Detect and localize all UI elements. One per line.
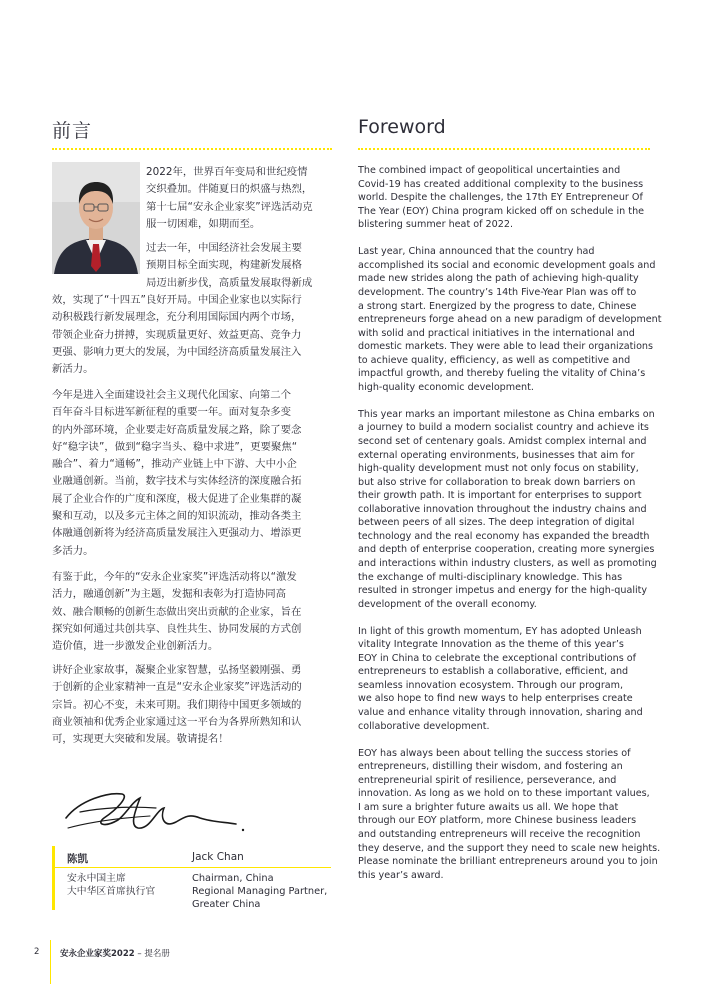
zh-title-divider [52,148,332,150]
zh-line: 可，实现更大突破和发展。敬请提名！ [52,733,229,746]
en-line: technology and the real economy has expanded the breadth [358,530,650,542]
en-paragraph-1 [358,164,664,232]
en-line: This year marks an important milestone as China embarks on [358,408,655,420]
zh-line: 讲好企业家故事，凝聚企业家智慧，弘扬坚毅刚强、勇 [52,664,302,676]
zh-paragraph-4 [52,569,332,655]
zh-line: 效，实现了“十四五”良好开局。中国企业家也以实际行 [52,294,302,306]
zh-line: 商业领袖和优秀企业家通过这一平台为各界所熟知和认 [52,715,302,728]
en-line: the exchange of multi-disciplinary knowledge. This has [358,571,623,583]
en-line: they deserve, and the support they need to scale new heights. [358,842,661,854]
page-number: 2 [34,947,40,957]
signature-accent-bar [52,846,55,910]
zh-paragraph-5 [52,662,332,748]
en-line: Please nominate the brilliant entrepreneurs around you to join [358,856,658,868]
en-line: and depth of enterprise cooperation, creating more synergies [358,544,655,556]
en-line: collaborative innovation throughout the industry chains and [358,503,647,515]
handwritten-signature [60,788,250,844]
en-line: entrepreneurial spirit of resilience, perseverance, and [358,774,617,786]
en-line: EOY in China to celebrate the exceptional contributions of [358,652,637,664]
zh-line: 更强、影响力更大的发展，为中国经济高质量发展注入 [52,345,302,358]
en-line: this year’s award. [358,869,444,881]
en-title-line: Greater China [192,899,261,910]
signatory-en-title [192,872,327,911]
zh-line: 局迈出新步伐，高质量发展取得新成 [146,276,313,289]
zh-line: 百年奋斗目标进军新征程的重要一年。面对复杂多变 [52,406,291,419]
zh-line: 的内外部环境，企业要走好高质量发展之路，除了要念 [52,423,302,436]
zh-line: 有鉴于此，今年的“安永企业家奖”评选活动将以“激发 [52,571,297,583]
zh-line: 动积极践行新发展理念，充分利用国际国内两个市场， [52,311,302,324]
en-line: with solid and practical initiatives in the international and [358,327,635,339]
en-paragraph-2 [358,245,664,394]
zh-line: 于创新的企业家精神一直是“安永企业家奖”评选活动的 [52,681,302,694]
en-line: The combined impact of geopolitical uncertainties and [358,165,621,176]
en-line: high-quality development must not only focus on stability, [358,463,639,475]
portrait-photo [52,162,140,274]
en-line: a strong start. Energized by the progress to date, Chinese [358,300,637,312]
zh-line: 带领企业奋力拼搏，实现质量更好、效益更高、竞争力 [52,328,302,341]
en-line: collaborative development. [358,720,490,732]
en-line: In light of this growth momentum, EY has adopted Unleash [358,625,642,637]
en-line: value and enhance vitality through innovation, sharing and [358,707,643,719]
en-paragraph-4 [358,625,664,733]
zh-line: 好“稳字诀”，做到“稳字当头、稳中求进”，更要聚焦“ [52,440,298,453]
zh-line: 新活力。 [52,363,94,376]
en-line: The Year (EOY) China program kicked off on schedule in the [358,205,645,217]
en-line: between peers of all sizes. The deep integration of digital [358,517,635,529]
signatory-zh-title [67,872,155,898]
en-line: seamless innovation ecosystem. Through our program, [358,679,624,691]
en-body [358,164,664,896]
zh-line: 服一切困难，如期而至。 [146,217,261,230]
en-line: external operating environments, businesses that aim for [358,449,635,461]
zh-paragraph-3 [52,387,332,560]
en-title-line: Chairman, China [192,873,274,884]
en-line: innovation. As long as we hold on to these important values, [358,788,650,800]
en-paragraph-3 [358,408,664,611]
en-title-line: Regional Managing Partner, [192,886,328,897]
zh-line: 过去一年，中国经济社会发展主要 [146,242,302,254]
en-line: Covid-19 has created additional complexity to the business [358,178,644,190]
en-title-divider [358,148,650,150]
zh-paragraph-2 [52,292,332,378]
zh-line: 2022年，世界百年变局和世纪疫情 [146,166,308,178]
en-line: Last year, China announced that the country had [358,246,595,258]
en-line: world. Despite the challenges, the 17th EY Entrepreneur Of [358,192,643,204]
zh-line: 业融通创新。当前，数字技术与实体经济的深度融合拓 [52,475,302,488]
zh-line: 多活力。 [52,544,94,557]
signature-divider [55,867,331,868]
en-line: and outstanding entrepreneurs will receive the recognition [358,828,641,840]
en-line: and interactions within industry clusters, as well as promoting [358,557,657,569]
en-line: made new strides along the path of achieving high-quality [358,273,639,285]
zh-paragraph-1 [146,164,332,233]
zh-line: 今年是进入全面建设社会主义现代化国家、向第二个 [52,389,291,401]
en-line: development of the overall economy. [358,598,537,610]
zh-line: 探究如何通过共创共享、良性共生、协同发展的方式创 [52,622,302,635]
zh-title-line: 大中华区首席执行官 [67,886,156,897]
zh-paragraph-2-side [146,240,332,292]
footer-separator: – [137,949,142,959]
en-line: domestic markets. They were able to lead their organizations [358,341,654,353]
en-line: EOY has always been about telling the success stories of [358,747,631,759]
signatory-zh-name: 陈凯 [67,853,88,865]
en-line: I am sure a brighter future awaits us all. We hope that [358,801,619,813]
en-line: entrepreneurs forge ahead on a new paradigm of development [358,314,662,326]
zh-line: 展了企业合作的广度和深度，极大促进了企业集群的凝 [52,492,302,505]
en-line: impactful growth, and thereby fueling the vitality of China’s [358,368,646,380]
en-line: resulted in stronger impetus and energy for the high-quality [358,585,648,597]
footer-publication [60,947,170,959]
zh-page-title: 前言 [52,120,93,142]
zh-line: 造价值，进一步激发企业创新活力。 [52,640,219,653]
zh-line: 第十七届“安永企业家奖”评选活动克 [146,200,313,213]
en-paragraph-5 [358,747,664,882]
en-line: entrepreneurs, distilling their wisdom, and fostering an [358,761,623,773]
en-line: development. The country’s 14th Five-Year Plan was off to [358,286,637,298]
zh-line: 交织叠加。伴随夏日的炽盛与热烈， [146,183,313,196]
footer-section: 提名册 [144,949,170,959]
en-line: blistering summer heat of 2022. [358,219,514,231]
footer-publication-title: 安永企业家奖2022 [60,949,135,959]
en-line: vitality Integrate Innovation as the theme of this year’s [358,639,624,651]
zh-line: 聚和互动，以及多元主体之间的知识流动，推动各类主 [52,510,302,523]
zh-line: 体融通创新将为经济高质量发展注入更强动力、增添更 [52,527,302,540]
portrait-illustration [52,162,140,274]
en-line: we also hope to find new ways to help enterprises create [358,693,633,705]
en-line: high-quality economic development. [358,381,534,393]
zh-title-line: 安永中国主席 [67,873,126,884]
en-line: through our EOY platform, more Chinese business leaders [358,815,637,827]
en-line: a journey to build a modern socialist country and achieve its [358,422,649,434]
en-line: their growth path. It is important for enterprises to support [358,490,642,502]
footer-accent-line [50,940,51,984]
en-line: accomplished its social and economic development goals and [358,259,656,271]
en-line: to achieve quality, efficiency, as well as competitive and [358,354,631,366]
en-line: second set of centenary goals. Amidst complex internal and [358,436,647,448]
zh-line: 活力，融通创新”为主题，发掘和表彰为打造协同高 [52,588,286,601]
en-page-title: Foreword [358,116,446,138]
en-line: entrepreneurs to establish a collaborative, efficient, and [358,666,629,678]
signatory-en-name: Jack Chan [192,851,244,863]
zh-line: 融合”、着力“通畅”，推动产业链上中下游、大中小企 [52,458,297,471]
zh-line: 预期目标全面实现，构建新发展格 [146,259,302,272]
en-line: but also strive for collaboration to break down barriers on [358,476,636,488]
zh-line: 效、融合顺畅的创新生态做出突出贡献的企业家，旨在 [52,605,302,618]
zh-line: 宗旨。初心不变，未来可期。我们期待中国更多领域的 [52,698,302,711]
